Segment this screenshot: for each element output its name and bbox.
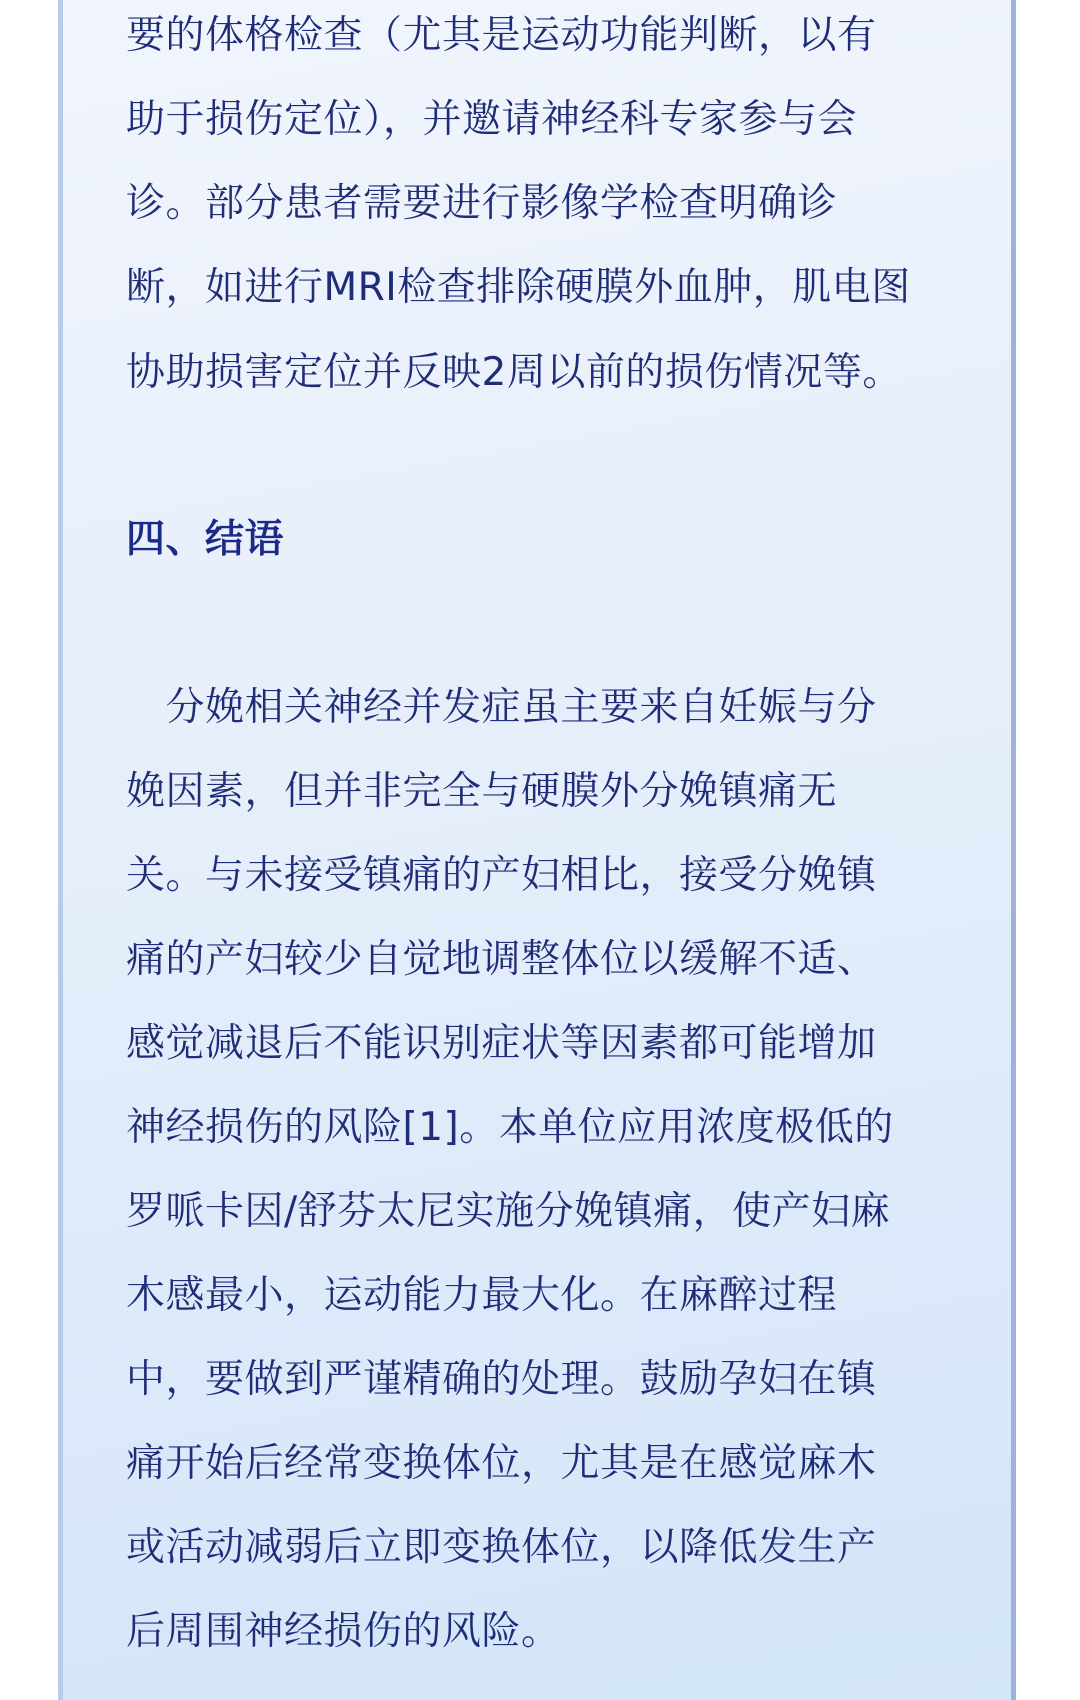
paragraph-line: 断，如进行MRI检查排除硬膜外血肿，肌电图 (126, 265, 911, 310)
paragraph-line: 感觉减退后不能识别症状等因素都可能增加 (126, 1021, 877, 1066)
paragraph-line: 助于损伤定位），并邀请神经科专家参与会 (126, 97, 858, 142)
section-heading: 四、结语 (126, 517, 285, 562)
paragraph-line: 娩因素，但并非完全与硬膜外分娩镇痛无 (126, 769, 838, 814)
paragraph-line: 关。与未接受镇痛的产妇相比，接受分娩镇 (126, 853, 877, 898)
paragraph-line: 木感最小，运动能力最大化。在麻醉过程 (126, 1273, 838, 1318)
paragraph-line: 或活动减弱后立即变换体位，以降低发生产 (126, 1525, 877, 1570)
paragraph-line: 诊。部分患者需要进行影像学检查明确诊 (126, 181, 838, 226)
paragraph-line: 协助损害定位并反映2周以前的损伤情况等。 (126, 350, 902, 395)
paragraph-line: 分娩相关神经并发症虽主要来自妊娠与分 (126, 685, 877, 730)
paragraph-line: 痛开始后经常变换体位，尤其是在感觉麻木 (126, 1441, 877, 1486)
paragraph-line: 神经损伤的风险[1]。本单位应用浓度极低的 (126, 1105, 894, 1150)
paragraph-line: 痛的产妇较少自觉地调整体位以缓解不适、 (126, 937, 877, 982)
paragraph-line: 后周围神经损伤的风险。 (126, 1609, 561, 1654)
paragraph-line: 中，要做到严谨精确的处理。鼓励孕妇在镇 (126, 1357, 877, 1402)
paragraph-line: 罗哌卡因/舒芬太尼实施分娩镇痛，使产妇麻 (126, 1189, 891, 1234)
paragraph-line: 要的体格检查（尤其是运动功能判断，以有 (126, 13, 877, 58)
